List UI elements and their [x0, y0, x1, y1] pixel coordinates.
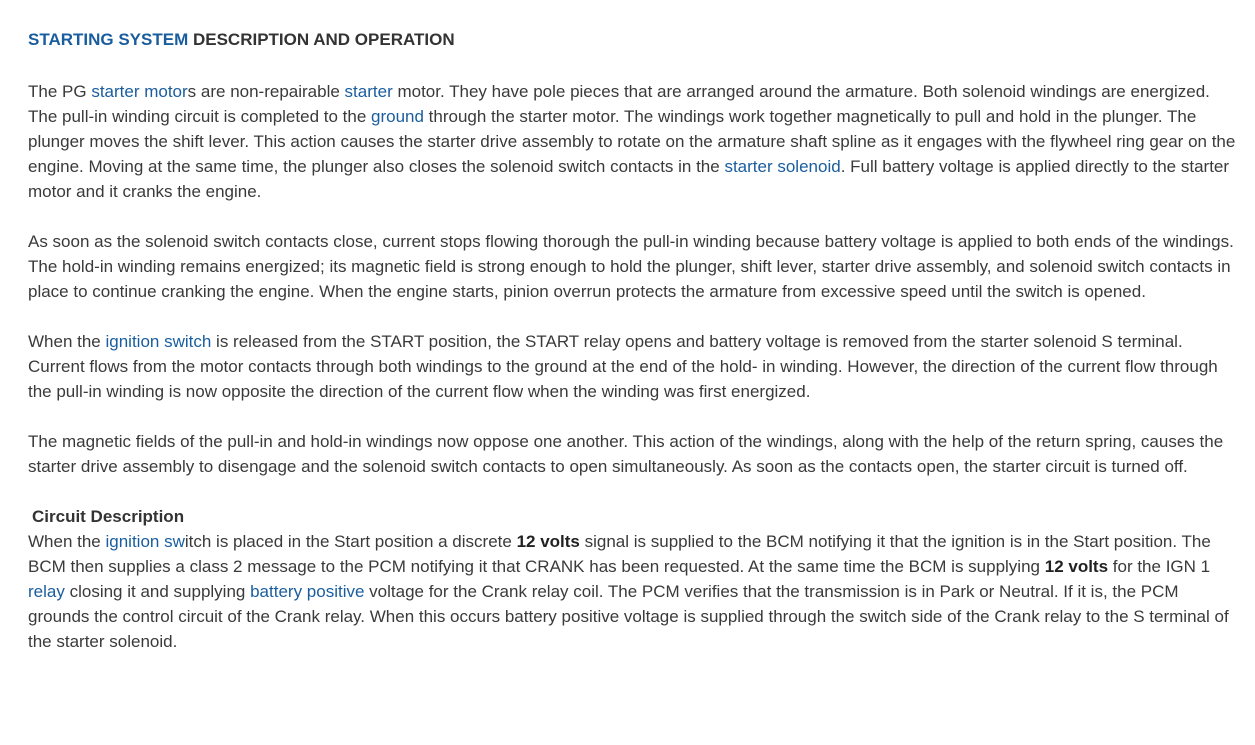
text: for the IGN 1 — [1108, 557, 1211, 576]
text: . Full battery voltage is applied directly to the starter motor and it cranks the engine. — [28, 157, 1230, 201]
relay-link[interactable]: relay — [28, 582, 65, 601]
starter-motor-link[interactable]: starter motor — [91, 82, 188, 101]
ground-link[interactable]: ground — [371, 107, 424, 126]
page-title — [28, 28, 1243, 52]
ignition-switch-link[interactable]: ignition switch — [105, 332, 212, 351]
starter-solenoid-link[interactable]: starter solenoid — [724, 157, 841, 176]
paragraph-starter-motor — [28, 79, 1243, 204]
text: When the — [28, 532, 106, 551]
text: voltage for the Crank relay coil. The PCM verifies that the transmission is in Park or Neutral. If it is, the PCM grounds the control circuit of the Crank relay. When this occurs battery positive voltage is supplied through the switch side of the Crank relay to the S terminal of the starter solenoid. — [28, 582, 1229, 651]
page-title-rest: DESCRIPTION AND OPERATION — [188, 30, 455, 49]
text: When the — [28, 332, 106, 351]
text: itch is placed in the Start position a discrete — [184, 532, 517, 551]
ignition-switch-link-2[interactable]: ignition sw — [105, 532, 185, 551]
bold-12-volts: 12 volts — [516, 532, 580, 551]
bold-12-volts-2: 12 volts — [1044, 557, 1109, 576]
text: motor. They have pole pieces that are arranged around the armature. Both solenoid windings are energized. The pull-in winding circuit is completed to the — [28, 82, 1210, 126]
paragraph-circuit-description — [28, 529, 1243, 654]
text: The PG — [28, 82, 92, 101]
starter-link[interactable]: starter — [344, 82, 393, 101]
battery-positive-link[interactable]: battery positive — [250, 582, 365, 601]
text: signal is supplied to the BCM notifying it that the ignition is in the Start position. The BCM then supplies a class 2 message to the PCM notifying it that CRANK has been requested. At the same time the BCM is supplying — [28, 532, 1211, 576]
circuit-description-title: Circuit Description — [32, 507, 185, 526]
text: closing it and supplying — [64, 582, 251, 601]
starting-system-link[interactable]: STARTING SYSTEM — [28, 30, 189, 49]
paragraph-magnetic-fields: The magnetic fields of the pull-in and hold-in windings now oppose one another. This action of the windings, along with the help of the return spring, causes the starter drive assembly to disengage and the solenoid switch contacts to open simultaneously. As soon as the contacts open, the starter circuit is turned off. — [28, 432, 1224, 476]
text: through the starter motor. The windings work together magnetically to pull and hold in the plunger. The plunger moves the shift lever. This action causes the starter drive assembly to rotate on the armature shaft spline as it engages with the flywheel ring gear on the engine. Moving at the same time, the plunger also closes the solenoid switch contacts in the — [28, 107, 1236, 176]
paragraph-solenoid-contacts: As soon as the solenoid switch contacts close, current stops flowing thorough the pull-in winding because battery voltage is applied to both ends of the windings. The hold-in winding remains energized; its magnetic field is strong enough to hold the plunger, shift lever, starter drive assembly, and solenoid switch contacts in place to continue cranking the engine. When the engine starts, pinion overrun protects the armature from excessive speed until the switch is opened. — [28, 232, 1234, 301]
text: s are non-repairable — [187, 82, 345, 101]
text: is released from the START position, the START relay opens and battery voltage is removed from the starter solenoid S terminal. Current flows from the motor contacts through both windings to the ground at the end of the hold- in winding. However, the direction of the current flow through the pull-in winding is now opposite the direction of the current flow when the winding was first energized. — [28, 332, 1218, 401]
paragraph-ignition-release — [28, 329, 1243, 404]
